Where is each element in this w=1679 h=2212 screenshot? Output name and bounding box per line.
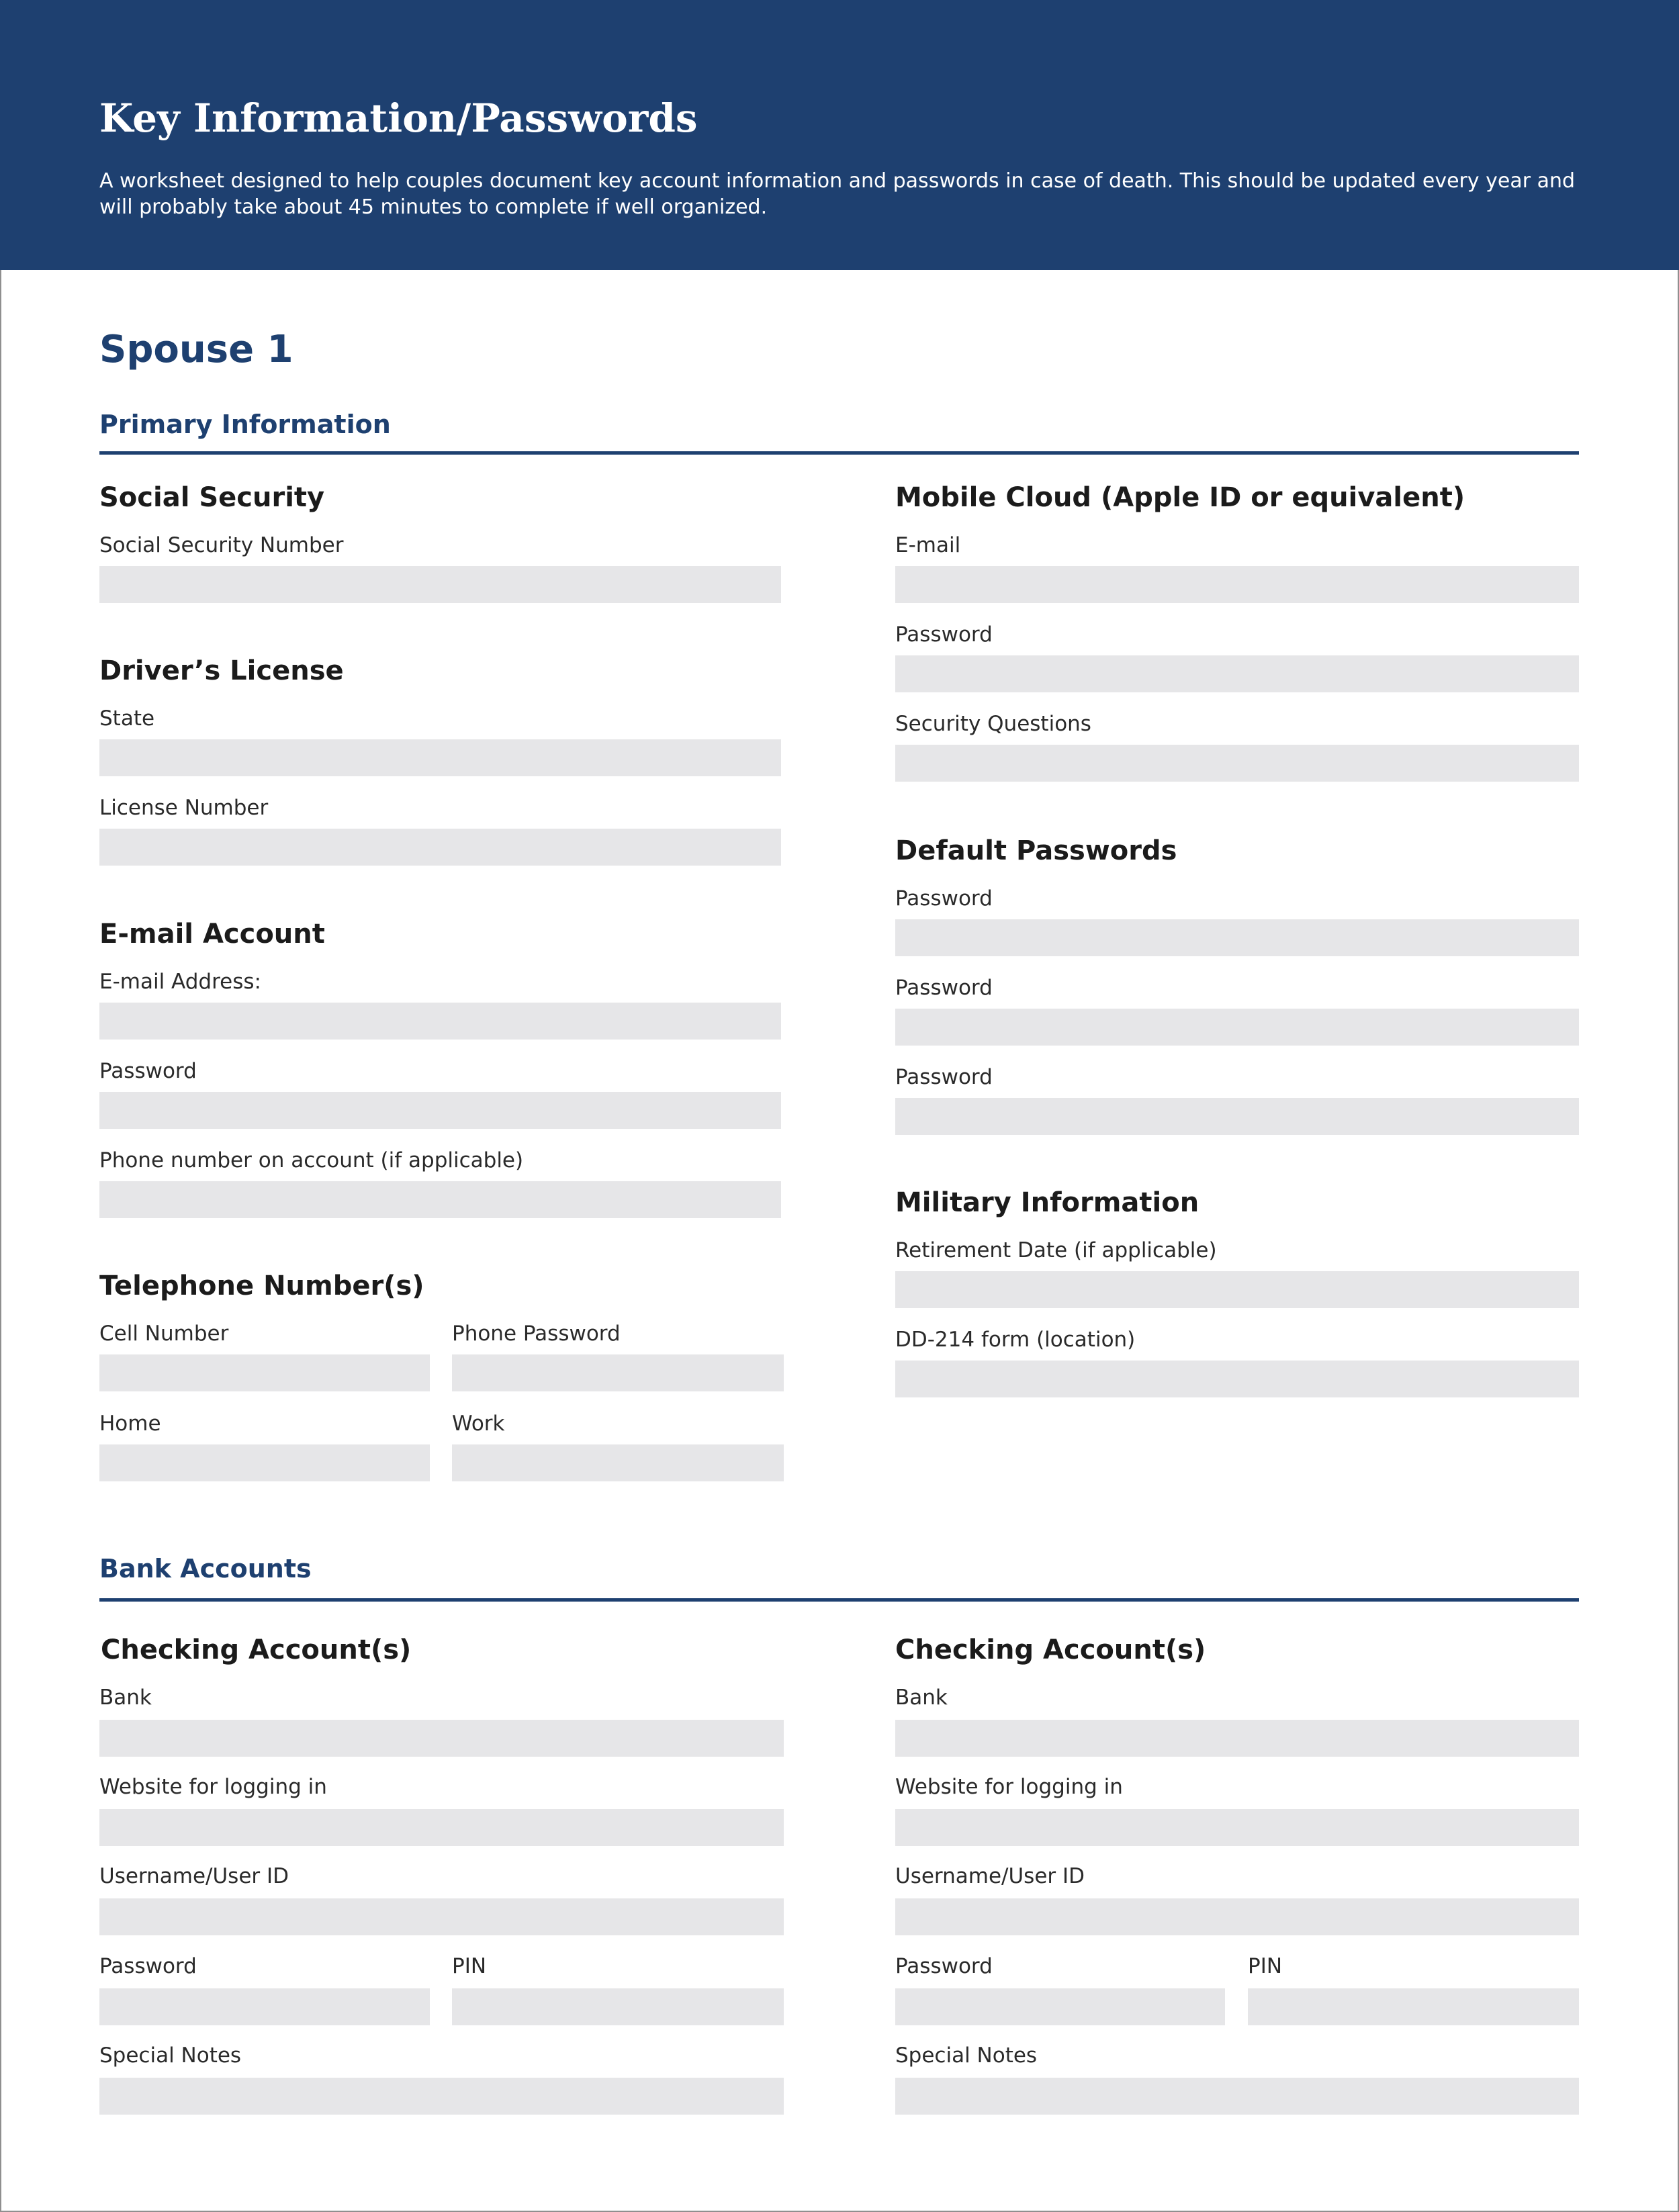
default-password-label: Password: [895, 886, 993, 911]
cell-number-label: Cell Number: [99, 1322, 229, 1346]
phone-password-input[interactable]: [452, 1354, 784, 1391]
phone-password-label: Phone Password: [452, 1322, 621, 1346]
primary-information-heading: Primary Information: [99, 410, 391, 439]
email-account-heading: E-mail Account: [99, 919, 325, 950]
default-password-label: Password: [895, 1065, 993, 1089]
username-input[interactable]: [895, 1898, 1579, 1935]
website-input[interactable]: [99, 1809, 784, 1846]
cloud-password-input[interactable]: [895, 655, 1579, 692]
drivers-license-heading: Driver’s License: [99, 655, 344, 686]
username-input[interactable]: [99, 1898, 784, 1935]
pin-label: PIN: [452, 1954, 487, 1978]
bank-password-input[interactable]: [99, 1988, 430, 2025]
special-notes-input[interactable]: [99, 2078, 784, 2115]
bank-accounts-heading: Bank Accounts: [99, 1554, 312, 1583]
license-number-label: License Number: [99, 796, 269, 820]
special-notes-label: Special Notes: [895, 2043, 1038, 2068]
spouse-heading: Spouse 1: [99, 328, 293, 371]
default-password-input[interactable]: [895, 919, 1579, 956]
email-address-label: E-mail Address:: [99, 970, 261, 994]
dd214-input[interactable]: [895, 1361, 1579, 1397]
cloud-password-label: Password: [895, 623, 993, 647]
dd214-label: DD-214 form (location): [895, 1328, 1136, 1352]
default-password-input[interactable]: [895, 1098, 1579, 1135]
bank-password-label: Password: [895, 1954, 993, 1978]
license-state-label: State: [99, 706, 155, 731]
default-password-input[interactable]: [895, 1009, 1579, 1046]
website-input[interactable]: [895, 1809, 1579, 1846]
header-banner: [0, 0, 1679, 270]
home-phone-input[interactable]: [99, 1444, 430, 1481]
bank-name-label: Bank: [895, 1686, 948, 1710]
security-questions-label: Security Questions: [895, 712, 1091, 736]
retirement-date-input[interactable]: [895, 1271, 1579, 1308]
website-label: Website for logging in: [99, 1775, 327, 1799]
home-phone-label: Home: [99, 1412, 161, 1436]
email-phone-input[interactable]: [99, 1181, 781, 1218]
ssn-label: Social Security Number: [99, 533, 344, 557]
email-address-input[interactable]: [99, 1003, 781, 1040]
license-state-input[interactable]: [99, 739, 781, 776]
special-notes-label: Special Notes: [99, 2043, 242, 2068]
special-notes-input[interactable]: [895, 2078, 1579, 2115]
bank-name-label: Bank: [99, 1686, 152, 1710]
bank-name-input[interactable]: [99, 1720, 784, 1757]
default-passwords-heading: Default Passwords: [895, 835, 1177, 866]
primary-information-divider: [99, 451, 1579, 455]
website-label: Website for logging in: [895, 1775, 1123, 1799]
security-questions-input[interactable]: [895, 745, 1579, 782]
pin-label: PIN: [1248, 1954, 1283, 1978]
work-phone-label: Work: [452, 1412, 505, 1436]
social-security-heading: Social Security: [99, 482, 325, 513]
mobile-cloud-heading: Mobile Cloud (Apple ID or equivalent): [895, 482, 1465, 513]
email-password-label: Password: [99, 1059, 197, 1083]
page-title: Key Information/Passwords: [99, 95, 698, 141]
cell-number-input[interactable]: [99, 1354, 430, 1391]
bank-password-label: Password: [99, 1954, 197, 1978]
pin-input[interactable]: [452, 1988, 784, 2025]
telephone-heading: Telephone Number(s): [99, 1271, 424, 1301]
work-phone-input[interactable]: [452, 1444, 784, 1481]
license-number-input[interactable]: [99, 829, 781, 866]
email-phone-label: Phone number on account (if applicable): [99, 1148, 524, 1172]
username-label: Username/User ID: [99, 1864, 289, 1888]
default-password-label: Password: [895, 976, 993, 1000]
cloud-email-label: E-mail: [895, 533, 961, 557]
ssn-input[interactable]: [99, 566, 781, 603]
bank-password-input[interactable]: [895, 1988, 1225, 2025]
page-description: A worksheet designed to help couples document key account information and passwords in case of death. This should be updated every year and will probably take about 45 minutes to complete if well organized.: [99, 169, 1576, 219]
email-password-input[interactable]: [99, 1092, 781, 1129]
checking-accounts-heading: Checking Account(s): [895, 1634, 1206, 1665]
cloud-email-input[interactable]: [895, 566, 1579, 603]
bank-name-input[interactable]: [895, 1720, 1579, 1757]
military-heading: Military Information: [895, 1187, 1199, 1218]
bank-accounts-divider: [99, 1598, 1579, 1602]
retirement-date-label: Retirement Date (if applicable): [895, 1238, 1217, 1262]
pin-input[interactable]: [1248, 1988, 1579, 2025]
username-label: Username/User ID: [895, 1864, 1085, 1888]
checking-accounts-heading: Checking Account(s): [101, 1634, 412, 1665]
